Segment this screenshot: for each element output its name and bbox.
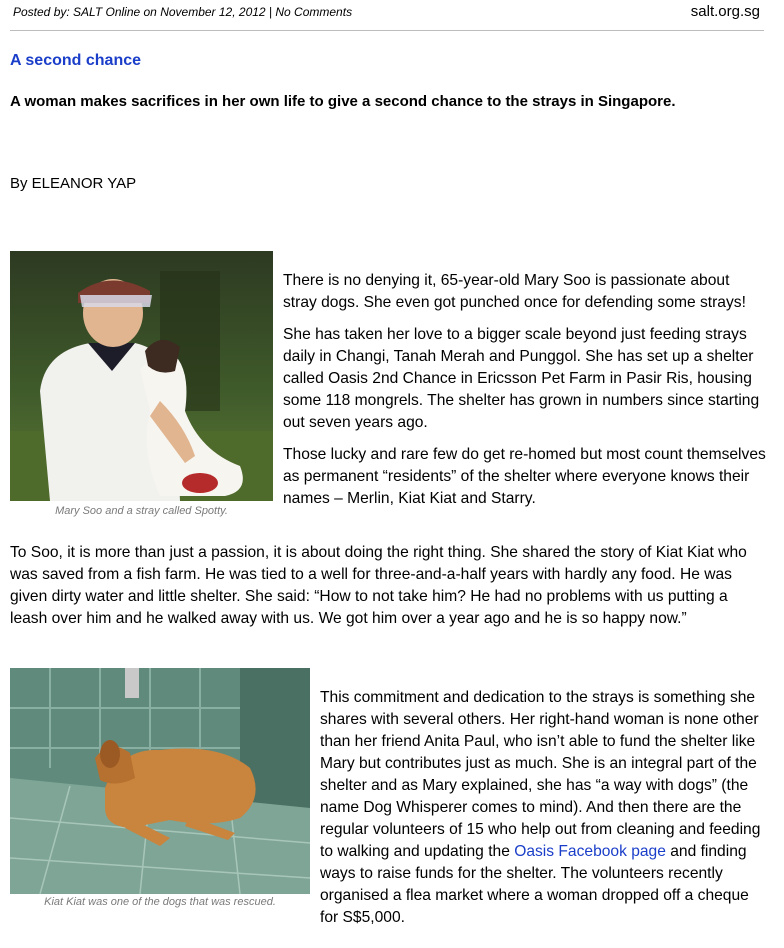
- site-name: salt.org.sg: [690, 3, 760, 20]
- article-body-middle: [10, 542, 765, 630]
- post-header: [10, 0, 764, 31]
- paragraph-volunteers: [320, 687, 770, 929]
- article-body-top: [283, 270, 767, 520]
- article-byline: By ELEANOR YAP: [10, 175, 137, 192]
- article-standfirst: A woman makes sacrifices in her own life to give a second chance to the strays in Singapore.: [10, 93, 676, 110]
- paragraph-volunteers-text-1: This commitment and dedication to the strays is something she shares with several others. Her right-hand woman is none other than her friend Anita Paul, who isn’t able to fund the shelter like Mary but contributes just as much. She is an integral part of the shelter and as Mary explained, she has “a way with dogs” (the name Dog Whisperer comes to mind). And then there are the regular volunteers of 15 who help out from cleaning and feeding to walking and updating the: [320, 689, 761, 860]
- article-body-bottom: [320, 687, 770, 929]
- photo-mary-soo: [10, 251, 273, 501]
- photo-kiat-kiat: [10, 668, 310, 894]
- post-meta: Posted by: SALT Online on November 12, 2012 | No Comments: [13, 5, 353, 19]
- oasis-facebook-link[interactable]: Oasis Facebook page: [514, 843, 666, 860]
- paragraph-intro: There is no denying it, 65-year-old Mary Soo is passionate about stray dogs. She even got punched once for defending some strays!: [283, 272, 746, 311]
- photo-caption-1: Mary Soo and a stray called Spotty.: [55, 505, 228, 517]
- photo-caption-2: Kiat Kiat was one of the dogs that was rescued.: [44, 896, 276, 908]
- paragraph-kiat-kiat: To Soo, it is more than just a passion, it is about doing the right thing. She shared the story of Kiat Kiat who was saved from a fish farm. He was tied to a well for three-and-a-half years with hardly any food. He was given dirty water and little shelter. She said: “How to not take him? He had no problems with us putting a leash over him and he walked away with us. We got him over a year ago and he is so happy now.”: [10, 544, 747, 627]
- article-title: A second chance: [10, 52, 142, 69]
- paragraph-volunteers-text-2: and finding ways to raise funds for the shelter. The volunteers recently organised a flea market where a woman dropped off a cheque for S$5,000.: [320, 843, 749, 926]
- paragraph-shelter: She has taken her love to a bigger scale beyond just feeding strays daily in Changi, Tanah Merah and Punggol. She has set up a shelter called Oasis 2nd Chance in Ericsson Pet Farm in Pasir Ris, housing some 118 mongrels. The shelter has grown in numbers since starting out seven years ago.: [283, 326, 760, 431]
- paragraph-residents: Those lucky and rare few do get re-homed but most count themselves as permanent “residents” of the shelter where everyone knows their names – Merlin, Kiat Kiat and Starry.: [283, 446, 766, 507]
